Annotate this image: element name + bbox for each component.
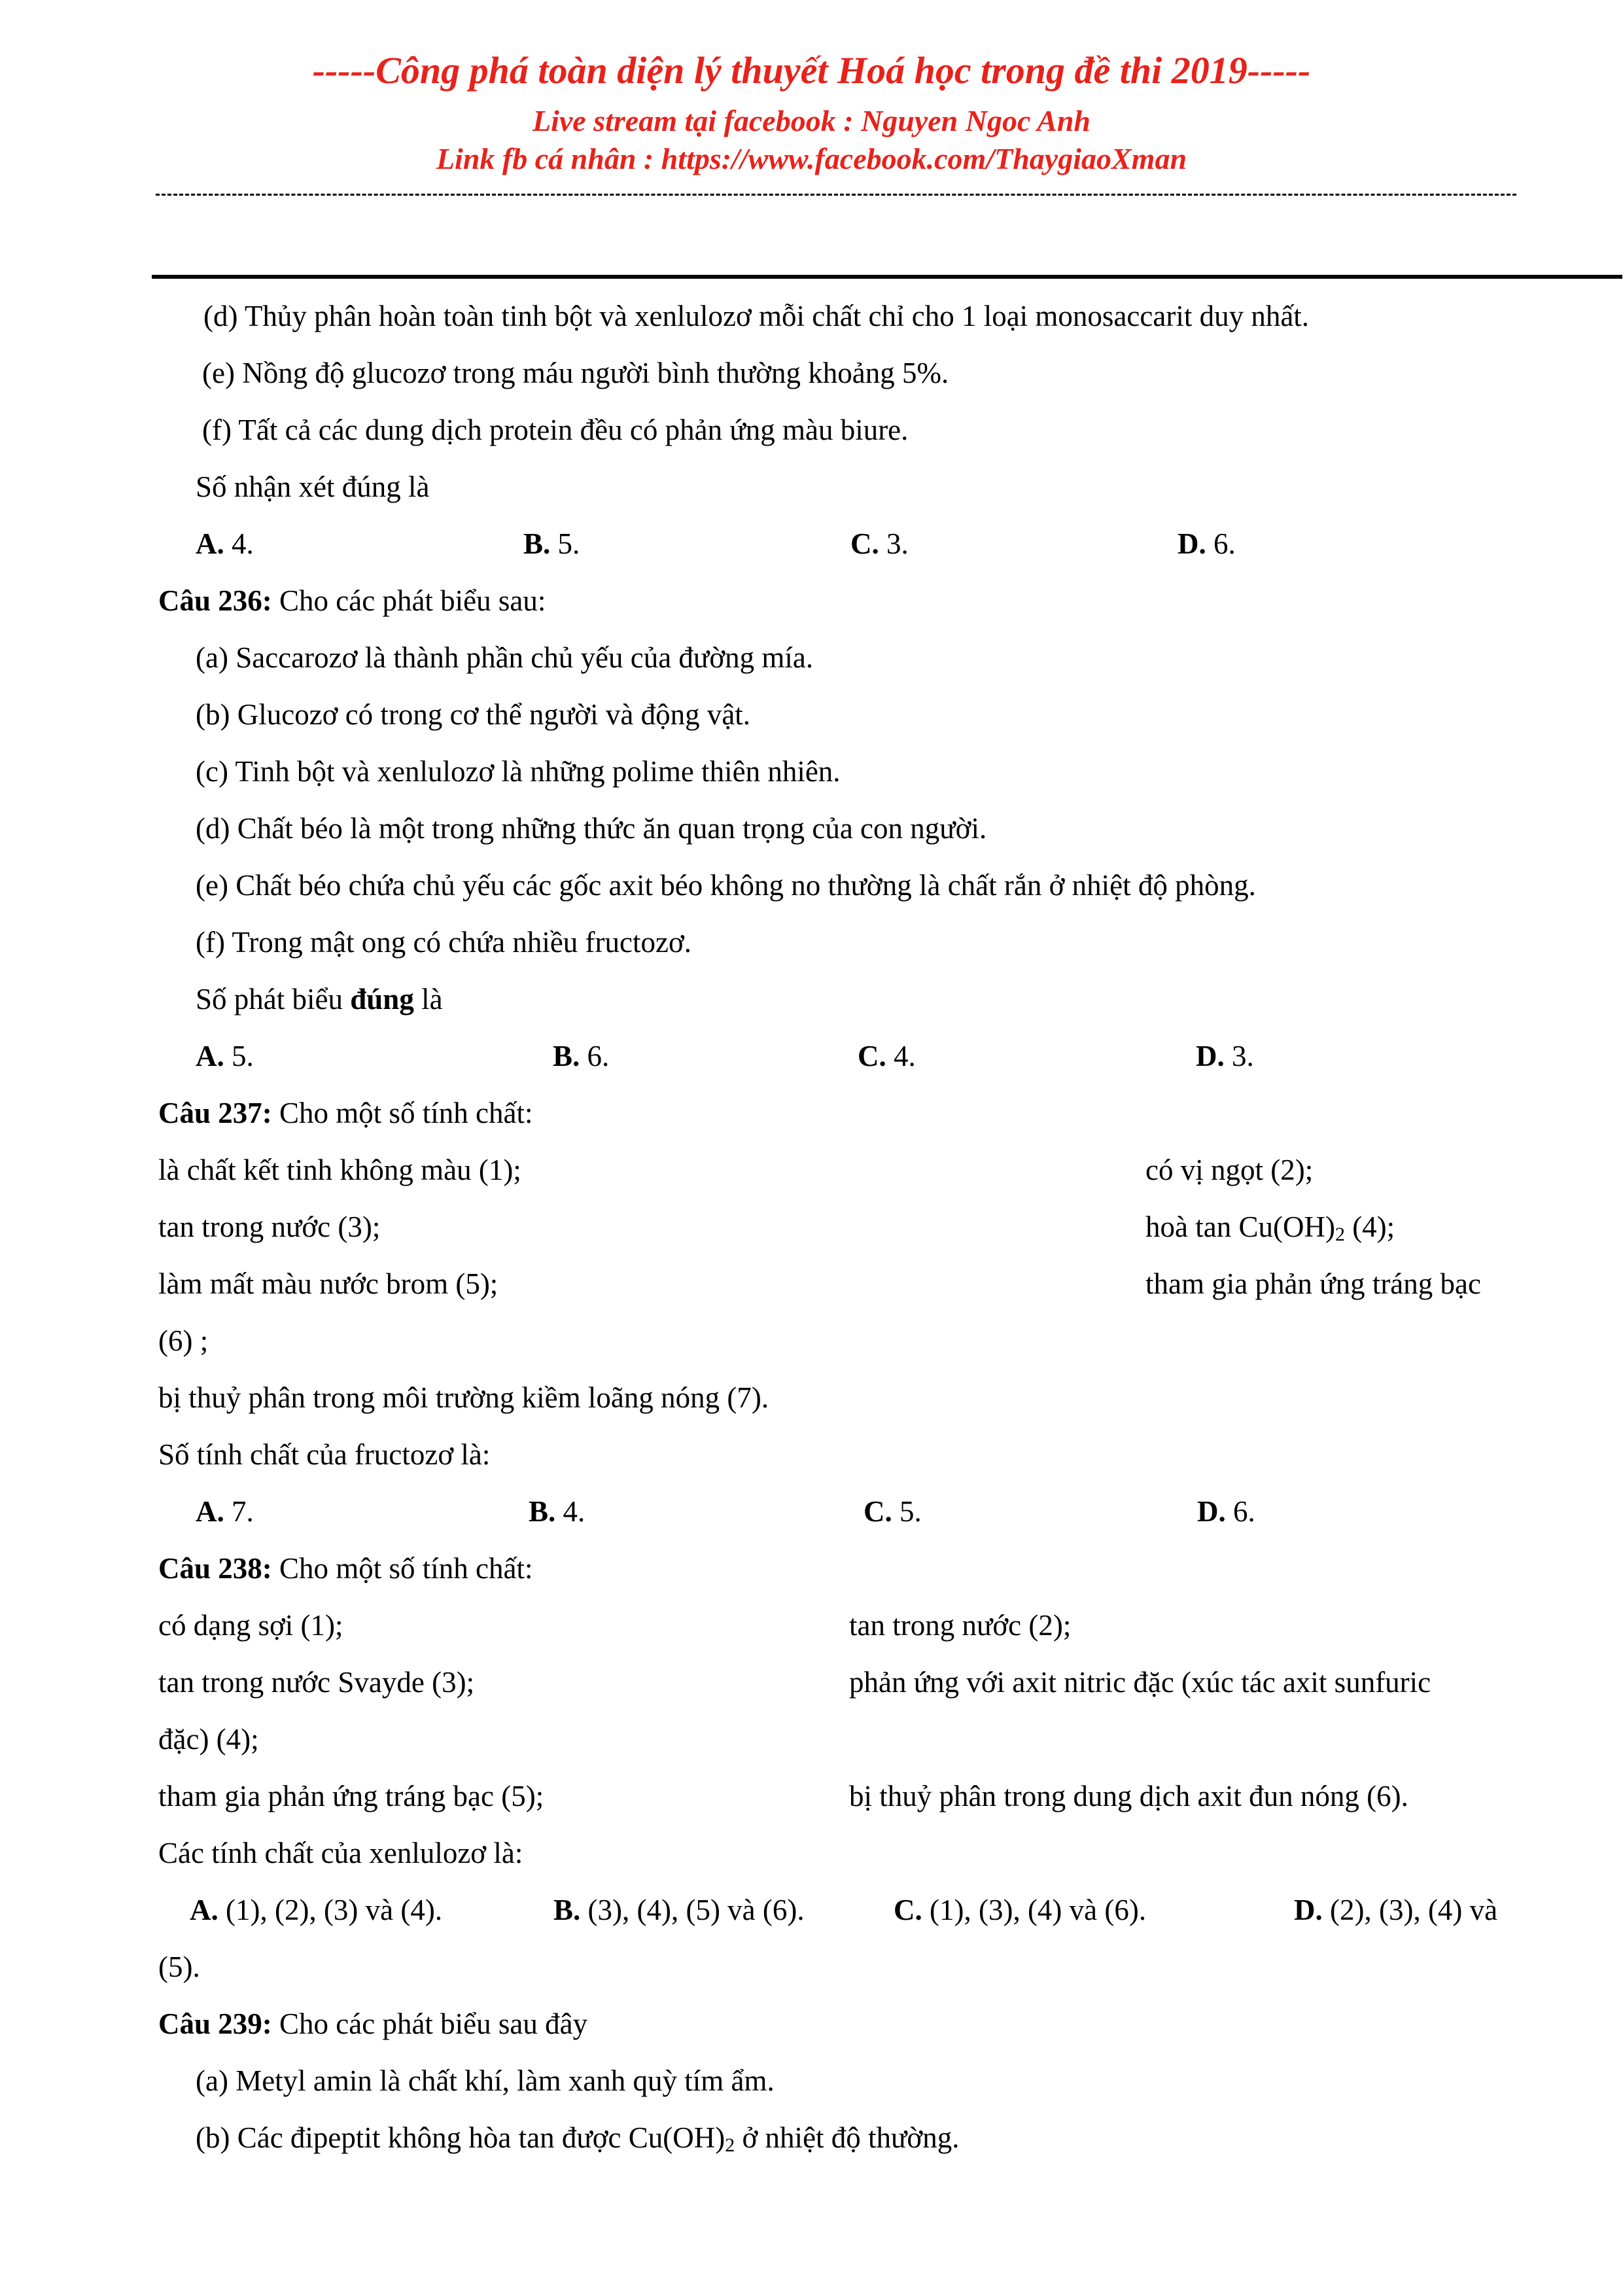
q235-question: Số nhận xét đúng là [196,470,430,503]
q238-props-row-4: tham gia phản ứng tráng bạc (5); bị thuỷ phân trong dung dịch axit đun nóng (6). [158,1780,1408,1812]
q238-props-row-2: tan trong nước Svayde (3); phản ứng với axit nitric đặc (xúc tác axit sunfuric [158,1666,1431,1699]
document-body [0,288,1623,2166]
q235-option-c: C. 3. [850,527,909,560]
q236-options [0,1028,1623,1085]
q236-option-d: D. 3. [1196,1040,1254,1072]
q237-option-a: A. 7. [196,1495,254,1528]
q238-question: Các tính chất của xenlulozơ là: [158,1837,523,1869]
q236-statement-f: (f) Trong mật ong có chứa nhiều fructozơ. [196,926,692,959]
q238-heading: Câu 238: Cho một số tính chất: [158,1552,533,1585]
q238-props-row-1: có dạng sợi (1); tan trong nước (2); [158,1609,1072,1642]
q236-option-c: C. 4. [858,1040,916,1072]
q238-option-b: B. (3), (4), (5) và (6). [553,1894,805,1926]
q235-option-a: A. 4. [196,527,254,560]
q235-statement-d: (d) Thủy phân hoàn toàn tinh bột và xenlulozơ mỗi chất chỉ cho 1 loại monosaccarit duy nhất. [203,300,1310,332]
q236-option-a: A. 5. [196,1040,254,1072]
q239-label: Câu 239: [158,2007,272,2040]
q238-option-d-wrap: (5). [158,1951,200,1983]
q235-statement-f: (f) Tất cả các dung dịch protein đều có phản ứng màu biure. [202,414,909,446]
q238-option-c: C. (1), (3), (4) và (6). [894,1894,1147,1926]
q237-label: Câu 237: [158,1097,272,1129]
q239-heading: Câu 239: Cho các phát biểu sau đây [158,2007,588,2040]
q235-options [0,516,1623,573]
q238-props-row-3: đặc) (4); [158,1723,259,1756]
q237-option-d: D. 6. [1197,1495,1255,1528]
q236-statement-a: (a) Saccarozơ là thành phần chủ yếu của đường mía. [196,641,814,674]
header-facebook-link: Link fb cá nhân : https://www.facebook.com/ThaygiaoXman [436,142,1187,175]
q236-statement-e: (e) Chất béo chứa chủ yếu các gốc axit béo không no thường là chất rắn ở nhiệt độ phòng. [196,869,1256,902]
q237-option-b: B. 4. [529,1495,585,1528]
solid-separator [152,275,1622,279]
q237-options [0,1483,1623,1540]
q236-statement-b: (b) Glucozơ có trong cơ thể người và động vật. [196,698,751,731]
q236-statement-c: (c) Tinh bột và xenlulozơ là những polime thiên nhiên. [196,755,841,788]
dashed-separator [156,194,1516,196]
q237-heading: Câu 237: Cho một số tính chất: [158,1097,533,1129]
q239-statement-a: (a) Metyl amin là chất khí, làm xanh quỳ tím ẩm. [196,2064,775,2097]
q238-label: Câu 238: [158,1552,272,1585]
q238-option-d: D. (2), (3), (4) và [1294,1894,1498,1926]
q236-statement-d: (d) Chất béo là một trong những thức ăn quan trọng của con người. [196,812,987,845]
header-livestream: Live stream tại facebook : Nguyen Ngoc Anh [532,104,1091,137]
q239-statement-b: (b) Các đipeptit không hòa tan được $Cu(OH)_2$ ở nhiệt độ thường. [196,2121,960,2156]
q236-label: Câu 236: [158,584,272,617]
q238-option-a: A. (1), (2), (3) và (4). [190,1894,443,1926]
q236-question: Số phát biểu đúng là [196,983,443,1016]
header-title: -----Công phá toàn diện lý thuyết Hoá học trong đề thi 2019----- [312,49,1311,92]
q235-option-d: D. 6. [1178,527,1236,560]
q235-option-b: B. 5. [523,527,580,560]
q237-props-row-4: (6) ; [158,1324,209,1357]
q236-heading: Câu 236: Cho các phát biểu sau: [158,584,546,617]
q236-option-b: B. 6. [553,1040,610,1072]
q238-options [0,1882,1623,1939]
q237-props-row-5: bị thuỷ phân trong môi trường kiềm loãng nóng (7). [158,1381,769,1414]
q237-props-row-3: làm mất màu nước brom (5); tham gia phản ứng tráng bạc [158,1267,1481,1300]
q237-props-row-1: là chất kết tinh không màu (1); có vị ngọt (2); [158,1154,1314,1186]
q237-props-row-2: tan trong nước (3); hoà $\tan Cu(OH)_2$ (4); [158,1210,1395,1245]
q237-option-c: C. 5. [864,1495,922,1528]
q237-question: Số tính chất của fructozơ là: [158,1438,491,1471]
q235-statement-e: (e) Nồng độ glucozơ trong máu người bình thường khoảng 5%. [202,357,949,389]
